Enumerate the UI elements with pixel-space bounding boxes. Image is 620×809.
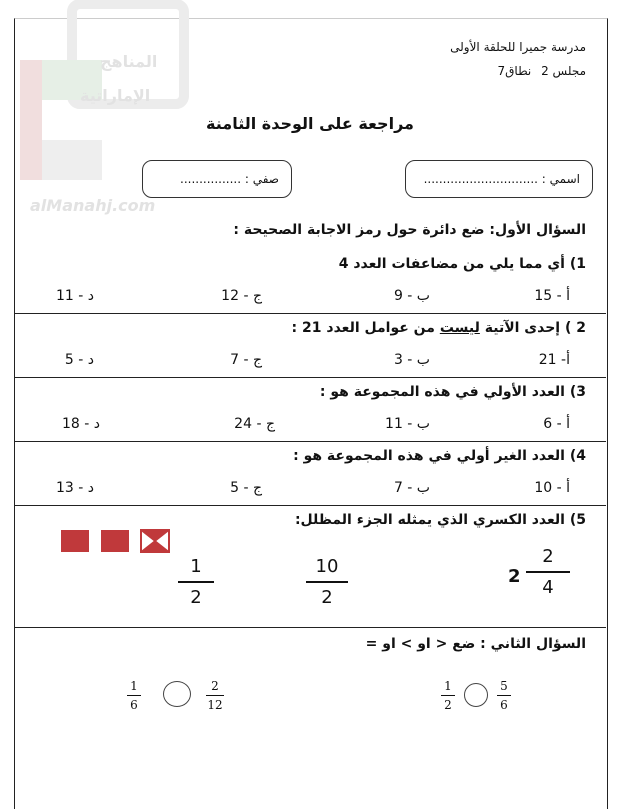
denominator: 2 bbox=[190, 587, 202, 608]
q2-option-d[interactable]: د - 5 bbox=[64, 352, 94, 368]
question-4: 4) العدد الغير أولي في هذه المجموعة هو : bbox=[293, 448, 586, 464]
q1-option-b[interactable]: ب - 9 bbox=[393, 288, 430, 304]
q4-option-d[interactable]: د - 13 bbox=[55, 480, 94, 496]
q3-option-a[interactable]: أ - 6 bbox=[543, 416, 570, 432]
fraction-option-10-2[interactable] bbox=[306, 556, 348, 608]
half-shaded-square bbox=[140, 529, 170, 553]
q1-option-d[interactable]: د - 11 bbox=[55, 288, 94, 304]
page-title: مراجعة على الوحدة الثامنة bbox=[206, 114, 414, 133]
q1-option-c[interactable]: ج - 12 bbox=[221, 288, 262, 304]
question-3: 3) العدد الأولي في هذه المجموعة هو : bbox=[319, 384, 586, 400]
question-2 bbox=[292, 320, 586, 336]
q1-option-a[interactable]: أ - 15 bbox=[534, 288, 570, 304]
name-label: اسمي : .............................. bbox=[423, 172, 580, 186]
denominator: 12 bbox=[207, 698, 223, 712]
council-label: مجلس 2 bbox=[541, 64, 586, 78]
numerator: 5 bbox=[500, 679, 508, 693]
fraction-right-operand bbox=[206, 679, 224, 712]
fraction-bar bbox=[306, 581, 348, 583]
class-label: صفي : ................ bbox=[180, 172, 279, 186]
numerator: 1 bbox=[444, 679, 452, 693]
denominator: 6 bbox=[500, 698, 508, 712]
denominator: 2 bbox=[444, 698, 452, 712]
fraction-left-operand bbox=[441, 679, 455, 712]
numerator: 1 bbox=[190, 556, 202, 577]
divider bbox=[14, 627, 606, 628]
denominator: 6 bbox=[130, 698, 138, 712]
divider bbox=[14, 377, 606, 378]
fraction-right-operand bbox=[497, 679, 511, 712]
mixed-numerator: 2 bbox=[542, 546, 554, 567]
fraction-bar bbox=[206, 695, 224, 696]
comparison-circle[interactable] bbox=[163, 681, 191, 707]
watermark-line1: المناهج bbox=[100, 52, 158, 71]
fraction-bar bbox=[526, 571, 570, 573]
question-5: 5) العدد الكسري الذي يمثله الجزء المظلل: bbox=[294, 512, 586, 528]
q2-text-start: 2 ) إحدى الآتية bbox=[479, 320, 586, 336]
divider bbox=[14, 441, 606, 442]
q3-option-b[interactable]: ب - 11 bbox=[385, 416, 430, 432]
range-label: نطاق7 bbox=[497, 64, 532, 78]
shaded-square-1 bbox=[61, 530, 89, 552]
q2-option-b[interactable]: ب - 3 bbox=[393, 352, 430, 368]
fraction-bar bbox=[178, 581, 214, 583]
mixed-number-option[interactable] bbox=[508, 546, 588, 622]
mixed-fraction bbox=[526, 546, 570, 598]
q2-option-c[interactable]: ج - 7 bbox=[230, 352, 262, 368]
q3-option-d[interactable]: د - 18 bbox=[61, 416, 100, 432]
divider bbox=[14, 313, 606, 314]
denominator: 2 bbox=[321, 587, 333, 608]
watermark-site: alManahj.com bbox=[30, 196, 156, 215]
shaded-square-2 bbox=[101, 530, 129, 552]
council-range bbox=[497, 64, 586, 78]
section1-heading: السؤال الأول: ضع دائرة حول رمز الاجابة الصحيحة : bbox=[233, 222, 586, 238]
q2-underlined-word: ليست bbox=[439, 320, 480, 336]
mixed-denominator: 4 bbox=[542, 577, 554, 598]
fraction-left-operand bbox=[127, 679, 141, 712]
fraction-bar bbox=[441, 695, 455, 696]
section2-heading: السؤال الثاني : ضع < او > او = bbox=[365, 636, 586, 652]
question-1: 1) أي مما يلي من مضاعفات العدد 4 bbox=[338, 256, 586, 272]
q3-option-c[interactable]: ج - 24 bbox=[234, 416, 275, 432]
comparison-circle[interactable] bbox=[464, 683, 488, 707]
watermark-line2: الإماراتية bbox=[80, 86, 151, 105]
fraction-option-1-2[interactable] bbox=[178, 556, 214, 608]
numerator: 10 bbox=[315, 556, 339, 577]
q4-option-b[interactable]: ب - 7 bbox=[393, 480, 430, 496]
fraction-bar bbox=[127, 695, 141, 696]
q4-option-c[interactable]: ج - 5 bbox=[230, 480, 262, 496]
divider bbox=[14, 505, 606, 506]
fraction-bar bbox=[497, 695, 511, 696]
q2-option-a[interactable]: أ- 21 bbox=[538, 352, 570, 368]
q4-option-a[interactable]: أ - 10 bbox=[534, 480, 570, 496]
q2-text-end: من عوامل العدد 21 : bbox=[291, 320, 440, 336]
numerator: 2 bbox=[211, 679, 219, 693]
class-field[interactable] bbox=[142, 160, 292, 198]
school-name: مدرسة جميرا للحلقة الأولى bbox=[450, 40, 586, 54]
numerator: 1 bbox=[130, 679, 138, 693]
name-field[interactable] bbox=[405, 160, 593, 198]
mixed-whole: 2 bbox=[508, 566, 521, 587]
